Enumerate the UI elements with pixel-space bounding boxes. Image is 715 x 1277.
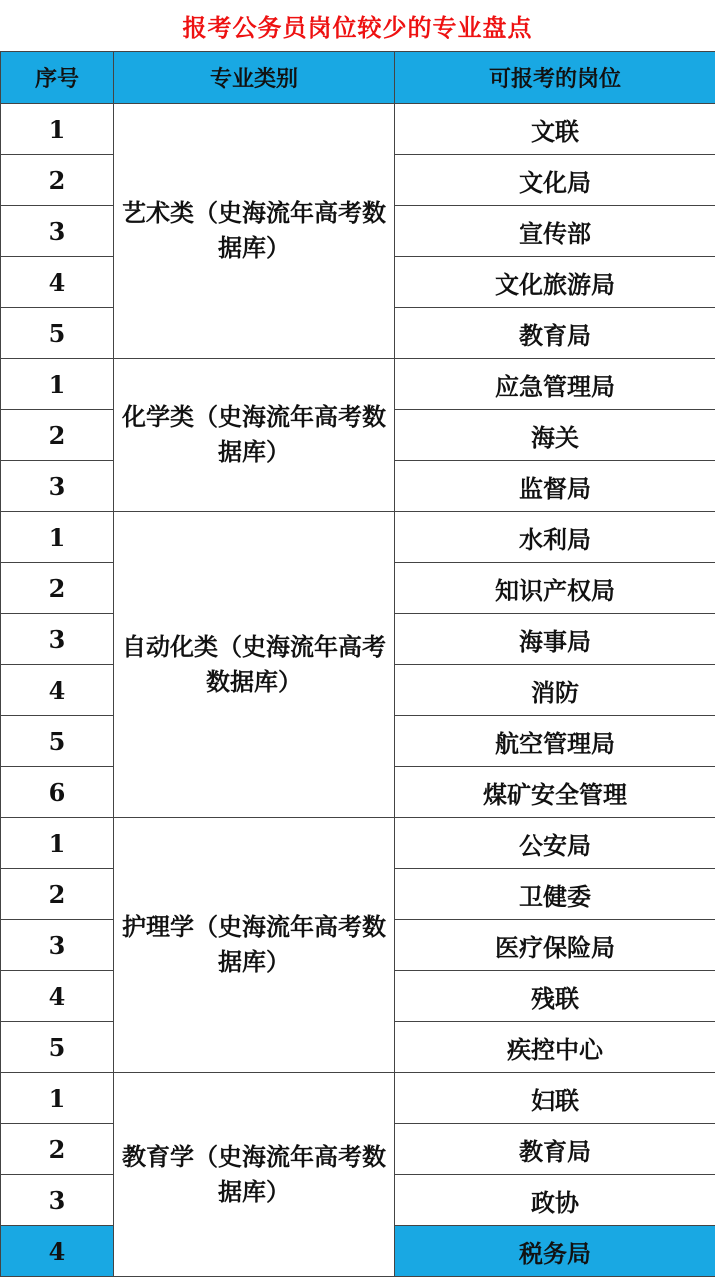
page-title: 报考公务员岗位较少的专业盘点 — [0, 0, 715, 51]
header-positions: 可报考的岗位 — [395, 52, 715, 104]
row-index: 3 — [1, 206, 114, 257]
position-cell: 残联 — [395, 971, 715, 1022]
position-cell: 卫健委 — [395, 869, 715, 920]
position-cell: 税务局 — [395, 1226, 715, 1277]
category-cell: 艺术类（史海流年高考数据库） — [114, 104, 395, 359]
row-index: 1 — [1, 359, 114, 410]
row-index: 3 — [1, 614, 114, 665]
row-index: 6 — [1, 767, 114, 818]
category-cell: 教育学（史海流年高考数据库） — [114, 1073, 395, 1277]
position-cell: 煤矿安全管理 — [395, 767, 715, 818]
majors-table — [0, 51, 715, 1277]
position-cell: 妇联 — [395, 1073, 715, 1124]
position-cell: 文化局 — [395, 155, 715, 206]
position-cell: 监督局 — [395, 461, 715, 512]
position-cell: 文联 — [395, 104, 715, 155]
position-cell: 海关 — [395, 410, 715, 461]
position-cell: 知识产权局 — [395, 563, 715, 614]
position-cell: 教育局 — [395, 1124, 715, 1175]
row-index: 1 — [1, 818, 114, 869]
table-row — [1, 512, 715, 563]
position-cell: 教育局 — [395, 308, 715, 359]
position-cell: 航空管理局 — [395, 716, 715, 767]
position-cell: 公安局 — [395, 818, 715, 869]
table-row — [1, 104, 715, 155]
row-index: 4 — [1, 665, 114, 716]
row-index: 1 — [1, 512, 114, 563]
row-index: 2 — [1, 1124, 114, 1175]
position-cell: 医疗保险局 — [395, 920, 715, 971]
row-index: 4 — [1, 971, 114, 1022]
row-index: 3 — [1, 920, 114, 971]
header-index: 序号 — [1, 52, 114, 104]
row-index: 3 — [1, 461, 114, 512]
row-index: 1 — [1, 1073, 114, 1124]
position-cell: 文化旅游局 — [395, 257, 715, 308]
position-cell: 疾控中心 — [395, 1022, 715, 1073]
row-index: 1 — [1, 104, 114, 155]
position-cell: 应急管理局 — [395, 359, 715, 410]
header-category: 专业类别 — [114, 52, 395, 104]
table-row — [1, 1073, 715, 1124]
table-row — [1, 359, 715, 410]
row-index: 4 — [1, 1226, 114, 1277]
table-body — [1, 104, 715, 1277]
row-index: 5 — [1, 308, 114, 359]
position-cell: 海事局 — [395, 614, 715, 665]
row-index: 5 — [1, 1022, 114, 1073]
position-cell: 宣传部 — [395, 206, 715, 257]
category-cell: 化学类（史海流年高考数据库） — [114, 359, 395, 512]
row-index: 2 — [1, 410, 114, 461]
row-index: 2 — [1, 155, 114, 206]
row-index: 4 — [1, 257, 114, 308]
row-index: 2 — [1, 869, 114, 920]
position-cell: 政协 — [395, 1175, 715, 1226]
row-index: 3 — [1, 1175, 114, 1226]
header-row — [1, 52, 715, 104]
category-cell: 自动化类（史海流年高考数据库） — [114, 512, 395, 818]
position-cell: 消防 — [395, 665, 715, 716]
row-index: 5 — [1, 716, 114, 767]
category-cell: 护理学（史海流年高考数据库） — [114, 818, 395, 1073]
position-cell: 水利局 — [395, 512, 715, 563]
table-row — [1, 818, 715, 869]
row-index: 2 — [1, 563, 114, 614]
